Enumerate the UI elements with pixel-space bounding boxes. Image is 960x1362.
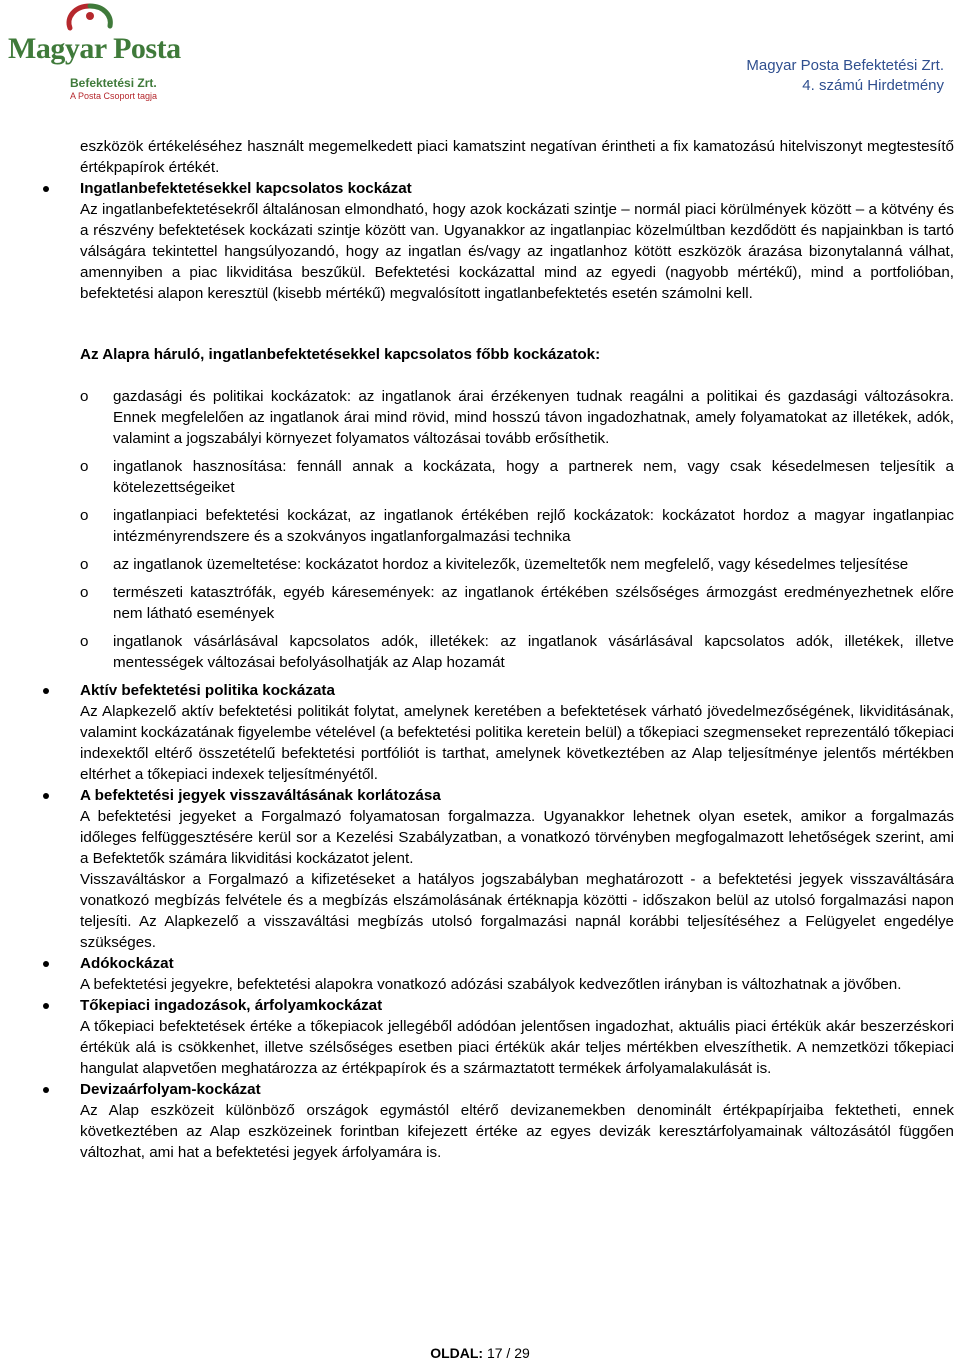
section-tokepiaci — [80, 995, 954, 1079]
section-visszavaltas — [80, 785, 954, 953]
bullet-icon — [43, 793, 49, 799]
company-name: Magyar Posta Befektetési Zrt. — [746, 57, 944, 74]
posthorn-icon — [60, 2, 120, 32]
section-title: Devizaárfolyam-kockázat — [80, 1081, 261, 1098]
risk-list — [80, 386, 954, 673]
page-content — [80, 136, 954, 1163]
section-title: A befektetési jegyek visszaváltásának korlátozása — [80, 787, 441, 804]
logo-title: Magyar Posta — [8, 32, 181, 65]
list-item — [80, 505, 954, 547]
section-ado — [80, 953, 954, 995]
page-label: OLDAL: — [430, 1345, 484, 1361]
section-text: Az ingatlanbefektetésekről általánosan elmondható, hogy azok kockázati szintje – normál piaci körülmények között – a kötvény és a részvény befektetések kockázati szintje között van. Ugyanakkor az ingatlanpiac közelmúltban kezdődött és napjainkban is tartó válságára tekintettel hangsúlyozandó, hogy az ingatlan és/vagy az ingatlanhoz kötött eszközök árazása bizonytalanná válhat, amennyiben a piac likviditása beszűkül. Befektetési kockázattal mind az egyedi (nagyobb mértékű), mind a portfolióban, befektetési alapon keresztül (kisebb mértékű) megvalósított ingatlanbefektetés esetén számolni kell. — [80, 201, 954, 302]
bullet-icon — [43, 688, 49, 694]
list-item — [80, 582, 954, 624]
list-item — [80, 554, 954, 575]
list-marker: o — [80, 556, 89, 573]
list-item-text: gazdasági és politikai kockázatok: az ingatlanok árai érzékenyen tudnak reagálni a politikai és gazdasági változásokra. Ennek megfelelően az ingatlanok árai mind rövid, mind hosszú távon ingadozhatnak, amely folyamatokat az illetékek, adók, valamint a jogszabályi környezet folyamatos változásai tovább erősíthetik. — [113, 388, 954, 447]
magyar-posta-logo — [4, 2, 181, 102]
list-marker: o — [80, 633, 89, 650]
section-text: Az Alap eszközeit különböző országok egymástól eltérő devizanemekben denominált értékpapírjaiba fektetheti, ennek következtében az Alap eszközeinek forintban kifejezett értéke az egyes devizák keresztárfolyamainak változásától függően változhat, ami hat a befektetési jegyek árfolyamára is. — [80, 1102, 954, 1161]
section-text: A befektetési jegyekre, befektetési alapokra vonatkozó adózási szabályok kedvezőtlen irányban is változhatnak a jövőben. — [80, 976, 902, 993]
section-text: A befektetési jegyeket a Forgalmazó folyamatosan forgalmazza. Ugyanakkor lehetnek olyan esetek, amikor a forgalmazás időleges felfüggesztésére kerül sor a Kezelési Szabályzatban, a vonatkozó törvényben megfogalmazott lehetőségek szerint, ami a Befektetők számára likviditási kockázatot jelent. — [80, 808, 954, 867]
page-number: 17 / 29 — [486, 1345, 530, 1361]
section-title: Ingatlanbefektetésekkel kapcsolatos kockázat — [80, 180, 412, 197]
list-marker: o — [80, 388, 89, 405]
section-aktiv — [80, 680, 954, 785]
bullet-icon — [43, 1003, 49, 1009]
section-title: Aktív befektetési politika kockázata — [80, 682, 335, 699]
section-text: Visszaváltáskor a Forgalmazó a kifizetéseket a hatályos jogszabályban meghatározott - a befektetési jegyek visszaváltására vonatkozó megbízás felvétele és a megbízás elszámolásának értéknapja közötti - időszakon belül az utolsó forgalmazási napon teljesíti. Az Alapkezelő a visszaváltási megbízás utolsó forgalmazási napnál korábbi teljesítéséhez a Felügyelet engedélye szükséges. — [80, 871, 954, 951]
list-item-text: ingatlanok hasznosítása: fennáll annak a kockázata, hogy a partnerek nem, vagy csak késedelmesen teljesítik a kötelezettségeiket — [113, 458, 954, 496]
list-marker: o — [80, 507, 89, 524]
document-name: 4. számú Hirdetmény — [802, 77, 944, 94]
risks-heading: Az Alapra háruló, ingatlanbefektetésekkel kapcsolatos főbb kockázatok: — [80, 346, 601, 363]
section-deviza — [80, 1079, 954, 1163]
list-item-text: az ingatlanok üzemeltetése: kockázatot hordoz a kivitelezők, üzemeltetők nem megfelelő, vagy késedelmes teljesítése — [113, 556, 909, 573]
list-item — [80, 456, 954, 498]
section-text: Az Alapkezelő aktív befektetési politikát folytat, amelynek keretében a befektetések várható jövedelmezőségének, likviditásának, valamint kockázatának figyelembe vételével (a befektetési politika keretein belül) a tőkepiaci szegmenseket reprezentáló tőkepiaci indexektől eltérő összetételű befektetési portfóliót is tarthat, amelynek következtében az Alap teljesítménye jelentős mértékben eltérhet a tőkepiaci indexek teljesítményétől. — [80, 703, 954, 783]
bullet-icon — [43, 961, 49, 967]
bullet-icon — [43, 186, 49, 192]
section-title: Adókockázat — [80, 955, 174, 972]
page-header — [0, 0, 960, 110]
logo-subtitle: Befektetési Zrt. — [70, 76, 157, 90]
list-item — [80, 631, 954, 673]
section-ingatlan — [80, 178, 954, 304]
section-title: Tőkepiaci ingadozások, árfolyamkockázat — [80, 997, 383, 1014]
bullet-icon — [43, 1087, 49, 1093]
logo-tagline: A Posta Csoport tagja — [70, 91, 158, 101]
list-item-text: ingatlanpiaci befektetési kockázat, az ingatlanok értékében rejlő kockázatok: kockázatot hordoz a magyar ingatlanpiac intézményrendszere és a szokványos ingatlanforgalmazási technika — [113, 507, 954, 545]
intro-paragraph: eszközök értékeléséhez használt megemelkedett piaci kamatszint negatívan érintheti a fix kamatozású hitelviszonyt megtestesítő értékpapírok értékét. — [80, 138, 954, 176]
header-info — [746, 56, 944, 96]
list-item — [80, 386, 954, 449]
list-marker: o — [80, 584, 89, 601]
list-item-text: ingatlanok vásárlásával kapcsolatos adók, illetékek: az ingatlanok vásárlásával kapcsolatos adók, illetékek, illetve mentességek változásai befolyásolhatják az Alap hozamát — [113, 633, 954, 671]
list-marker: o — [80, 458, 89, 475]
page-footer — [0, 1345, 960, 1361]
list-item-text: természeti katasztrófák, egyéb káresemények: az ingatlanok értékében szélsőséges ármozgást eredményezhetnek előre nem látható események — [113, 584, 954, 622]
section-text: A tőkepiaci befektetések értéke a tőkepiacok jellegéből adódóan jelentősen ingadozhat, aktuális piaci értékük akár beszerzéskori értékük alá is csökkenhet, illetve szélsőséges esetben piaci értékük akár teljes mértékben elveszíthetik. A nemzetközi tőkepiaci hangulat alapvetően meghatározza az értékpapírok és a származtatott termékek árfolyamalakulását is. — [80, 1018, 954, 1077]
